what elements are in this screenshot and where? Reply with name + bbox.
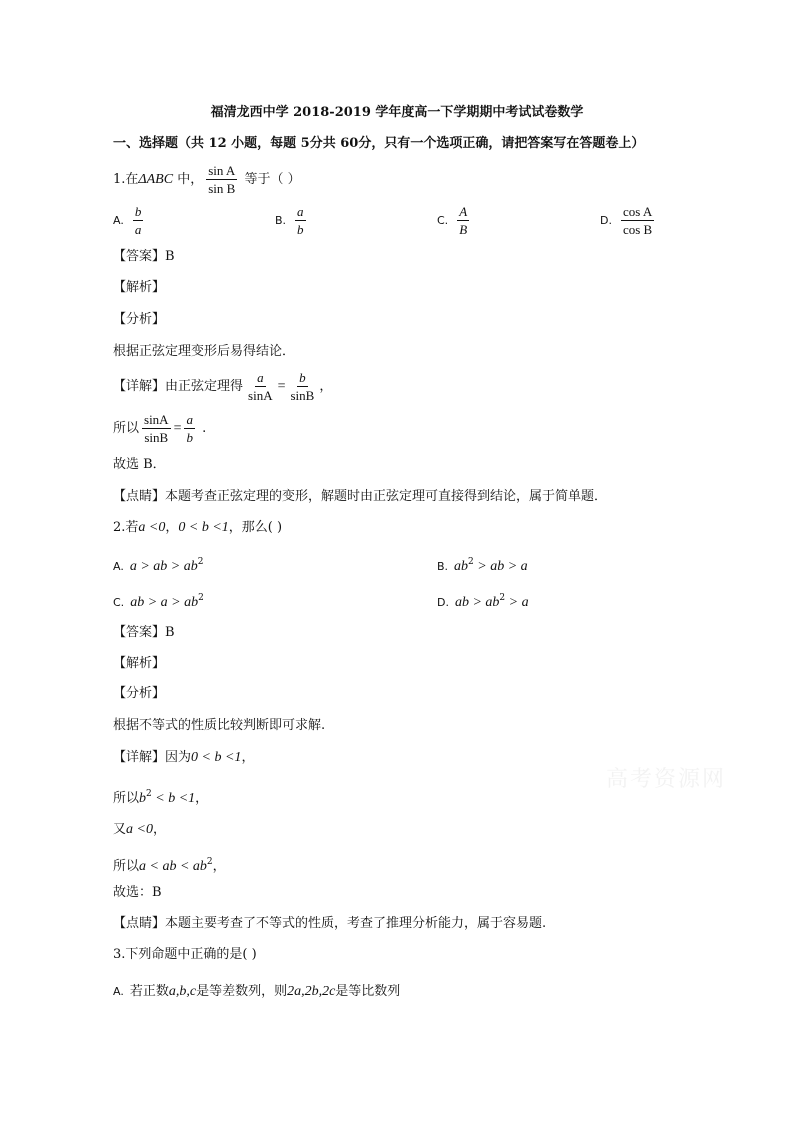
q2-analysis: 根据不等式的性质比较判断即可求解. [113, 718, 326, 733]
q3-option-a [113, 983, 400, 1001]
q1-s2-den: b [186, 430, 193, 445]
q2-l2-end: ， [195, 791, 209, 806]
q1-option-a-fraction [133, 203, 144, 238]
q2-option-b [437, 557, 528, 575]
q2-l2-tail: < b <1 [151, 791, 196, 806]
q2-option-c-text: ab > a > ab [130, 595, 199, 610]
q2-option-b-sup: 2 [468, 557, 474, 567]
q2-option-a-text: a > ab > ab [129, 559, 198, 574]
q1-suoyi: 所以 [113, 421, 140, 436]
q2-l4-math: a < ab < ab [139, 859, 207, 874]
q2-l3-prefix: 又 [113, 822, 127, 837]
q1-comment [113, 488, 607, 506]
q3-option-a-tail: 是等比数列 [335, 984, 401, 999]
q2-choose: 故选：B [113, 885, 162, 900]
q2-detail-label: 【详解】 [113, 750, 166, 765]
q1-stem-numerator: sin A [208, 163, 236, 178]
q3-option-a-mid: 是等差数列，则 [196, 984, 288, 999]
q2-detail-text: 因为 [165, 750, 192, 765]
q1-suffix: 等于（ ） [240, 172, 301, 187]
q1-fenxi: 【分析】 [113, 312, 166, 327]
q1-option-c [437, 203, 472, 238]
q2-l4-end: ， [212, 859, 226, 874]
q1-stem-denominator: sin B [208, 181, 236, 196]
q2-stem-suffix: ，那么( ) [228, 520, 283, 535]
q1-therefore-fraction-1 [142, 411, 171, 446]
q2-answer: 【答案】B [113, 625, 175, 640]
q1-s1-num: sinA [144, 412, 169, 427]
q2-option-b-tail: > ab > a [473, 559, 528, 574]
q1-therefore: 所以 $\frac{\sin A}{\sin B}$ = $\frac{a}{b}$ . [113, 412, 207, 445]
q2-detail [113, 749, 254, 767]
q1-triangle: ΔABC [138, 172, 174, 187]
q1-choose: 故选 B． [113, 457, 166, 472]
watermark: 高考资源网 [606, 767, 727, 792]
q3-option-a-pre: 若正数 [129, 984, 169, 999]
q2-comment-label: 【点睛】 [113, 916, 166, 931]
q2-option-d-label: D. [437, 596, 449, 609]
q3-option-a-label: A. [113, 985, 124, 998]
q2-l3-end: ， [152, 822, 166, 837]
question-2-stem [113, 519, 282, 537]
q2-option-b-text: ab [454, 559, 469, 574]
question-1-stem [113, 162, 301, 197]
q1-option-d-den: cos B [622, 222, 653, 237]
q2-stem-mid: ， [165, 520, 179, 535]
q1-option-a [113, 203, 146, 238]
q1-s1-den: sinB [144, 430, 169, 445]
q1-detail-label: 【详解】 [113, 379, 166, 394]
q2-option-a-label: A. [113, 560, 124, 573]
q1-option-d-fraction [621, 203, 654, 238]
q1-option-c-den: B [459, 222, 468, 237]
q1-therefore-fraction-2 [184, 411, 195, 446]
q2-l4-prefix: 所以 [113, 859, 140, 874]
q2-stem-math-2: 0 < b <1 [178, 520, 229, 535]
q1-jiexi: 【解析】 [113, 280, 166, 295]
q1-detail-fraction-1 [246, 369, 275, 404]
q1-option-c-label: C. [437, 214, 449, 227]
q2-line-2 [113, 785, 208, 808]
q2-option-d-tail: > a [505, 595, 529, 610]
q1-detail-fraction-2 [289, 369, 317, 404]
q1-option-b-num: a [297, 204, 304, 219]
q1-d2-den: sinB [290, 388, 315, 403]
q2-option-d-sup: 2 [499, 593, 506, 603]
q1-option-a-den: a [134, 222, 142, 237]
q1-option-d-label: D. [600, 214, 612, 227]
q2-l2-sup: 2 [146, 789, 152, 799]
q1-option-d [600, 203, 657, 238]
q2-line-3 [113, 821, 166, 839]
q1-detail: 【详解】由正弦定理得 $\frac{a}{\sin A}$ = $\frac{b}{\sin B}$ ， [113, 370, 333, 403]
q1-option-c-fraction [457, 203, 469, 238]
q3-option-a-math-2: 2a,2b,2c [287, 984, 336, 999]
q2-comment-text: 本题主要考查了不等式的性质，考查了推理分析能力，属于容易题. [165, 916, 547, 931]
q2-l2-math: b [139, 791, 147, 806]
q2-comment [113, 915, 546, 933]
q2-fenxi: 【分析】 [113, 686, 166, 701]
q1-analysis: 根据正弦定理变形后易得结论． [113, 344, 296, 359]
q1-d2-num: b [299, 370, 306, 385]
q1-option-b [275, 203, 309, 238]
section-heading: 一、选择题（共 12 小题，每题 5分共 60分，只有一个选项正确，请把答案写在答题卷上） [113, 136, 645, 151]
q1-d1-den: sinA [248, 388, 273, 403]
q1-comment-text: 本题考查正弦定理的变形，解题时由正弦定理可直接得到结论，属于简单题． [165, 489, 608, 504]
q1-d1-num: a [257, 370, 264, 385]
q1-option-d-num: cos A [622, 204, 653, 219]
question-3-stem: 3.下列命题中正确的是( ) [113, 947, 257, 962]
q2-option-a [113, 557, 203, 575]
q2-detail-tail: ， [241, 750, 255, 765]
q2-option-a-sup: 2 [197, 557, 204, 567]
q1-prefix: 1.在 [113, 172, 139, 187]
q1-stem-fraction [206, 162, 237, 197]
q1-option-c-num: A [459, 204, 468, 219]
page-title: 福清龙西中学 2018-2019 学年度高一下学期期中考试试卷数学 [210, 105, 584, 120]
q2-option-c-sup: 2 [198, 593, 204, 603]
q1-option-a-num: b [134, 204, 142, 219]
q2-prefix: 2.若 [113, 520, 139, 535]
q1-option-b-fraction [295, 203, 306, 238]
q1-option-a-label: A. [113, 214, 124, 227]
q1-option-b-den: b [297, 222, 304, 237]
q2-option-d-text: ab > ab [454, 595, 500, 610]
q1-answer: 【答案】B [113, 249, 175, 264]
q1-comment-label: 【点睛】 [113, 489, 166, 504]
q1-option-b-label: B. [275, 214, 287, 227]
q2-jiexi: 【解析】 [113, 656, 166, 671]
q1-mid: 中， [173, 172, 204, 187]
q2-option-c-label: C. [113, 596, 125, 609]
q1-s2-num: a [186, 412, 193, 427]
q2-line-4 [113, 853, 226, 876]
q3-option-a-math-1: a,b,c [168, 984, 197, 999]
q2-detail-math: 0 < b <1 [191, 750, 242, 765]
q2-stem-math-1: a <0 [138, 520, 166, 535]
q1-detail-text: 由正弦定理得 [165, 379, 244, 394]
q2-option-d [437, 593, 529, 611]
q2-l2-prefix: 所以 [113, 791, 140, 806]
q2-l4-sup: 2 [206, 857, 213, 867]
q2-option-b-label: B. [437, 560, 449, 573]
q2-option-c [113, 593, 204, 611]
q2-l3-math: a <0 [126, 822, 153, 837]
